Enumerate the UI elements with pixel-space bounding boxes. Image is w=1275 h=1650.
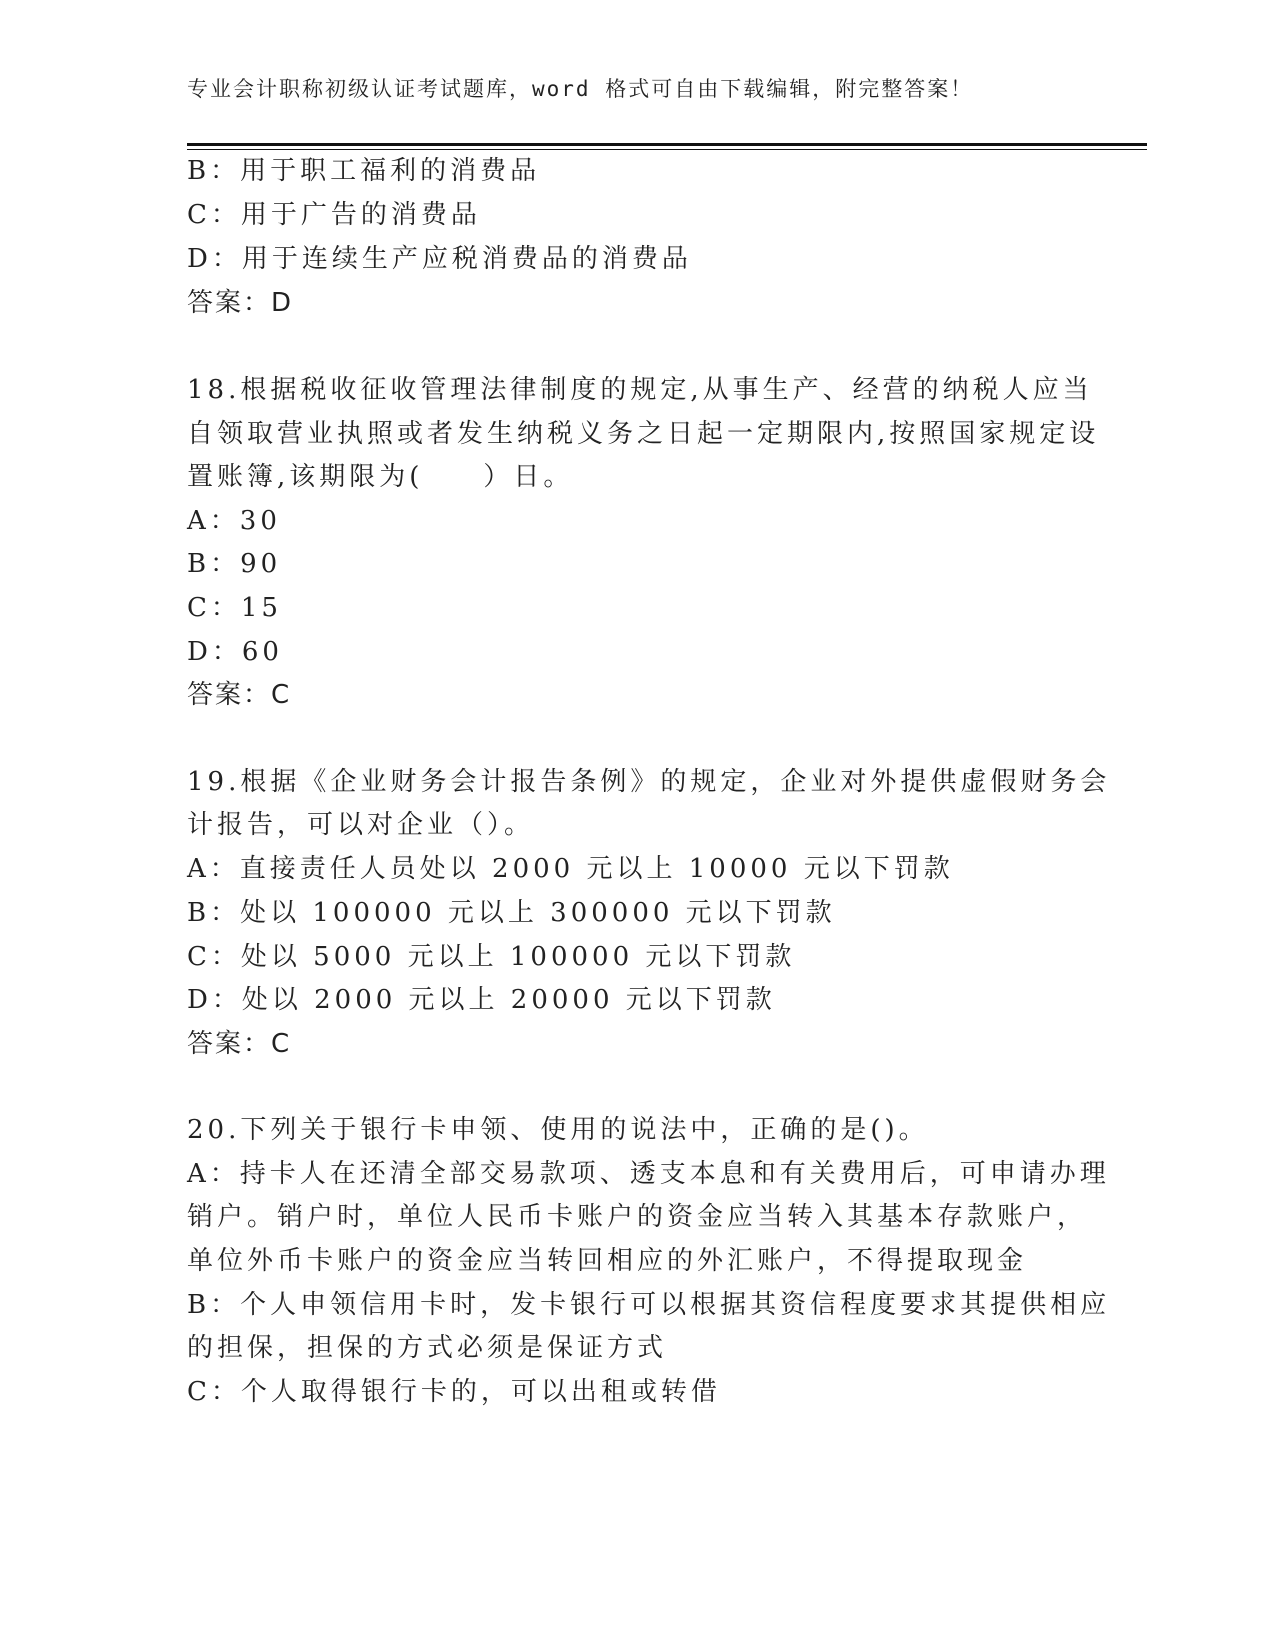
q20-option-a-line-3: 单位外币卡账户的资金应当转回相应的外汇账户，不得提取现金 [187, 1246, 1028, 1276]
q17-option-d: D：用于连续生产应税消费品的消费品 [187, 244, 692, 274]
q19-option-c: C：处以 5000 元以上 100000 元以下罚款 [187, 942, 796, 972]
q17-option-c: C：用于广告的消费品 [187, 200, 481, 230]
q18-stem-line-2: 自领取营业执照或者发生纳税义务之日起一定期限内,按照国家规定设 [187, 419, 1100, 449]
q18-answer: 答案：C [187, 680, 292, 710]
q17-option-b: B：用于职工福利的消费品 [187, 156, 541, 186]
q19-option-a: A：直接责任人员处以 2000 元以上 10000 元以下罚款 [187, 854, 954, 884]
q20-option-c: C：个人取得银行卡的，可以出租或转借 [187, 1377, 721, 1407]
q20-option-a-line-1: A：持卡人在还清全部交易款项、透支本息和有关费用后，可申请办理 [187, 1159, 1110, 1189]
q19-option-d: D：处以 2000 元以上 20000 元以下罚款 [187, 985, 776, 1015]
q20-option-a-line-2: 销户。销户时，单位人民币卡账户的资金应当转入其基本存款账户， [187, 1202, 1088, 1232]
page-header: 专业会计职称初级认证考试题库，word 格式可自由下载编辑，附完整答案！ [187, 77, 974, 101]
q17-answer: 答案：D [187, 288, 294, 318]
q18-stem-line-3: 置账簿,该期限为( ）日。 [187, 462, 574, 492]
q18-option-c: C：15 [187, 593, 282, 623]
q19-answer: 答案：C [187, 1029, 292, 1059]
q20-option-b-line-1: B：个人申领信用卡时，发卡银行可以根据其资信程度要求其提供相应 [187, 1290, 1111, 1320]
header-divider-thick [187, 143, 1147, 146]
q18-option-d: D：60 [187, 637, 283, 667]
q18-stem-line-1: 18.根据税收征收管理法律制度的规定,从事生产、经营的纳税人应当 [187, 375, 1093, 405]
q18-option-a: A：30 [187, 506, 281, 536]
q19-stem-line-1: 19.根据《企业财务会计报告条例》的规定，企业对外提供虚假财务会 [187, 767, 1111, 797]
q18-option-b: B：90 [187, 549, 282, 579]
header-divider-thin [187, 149, 1147, 150]
q19-stem-line-2: 计报告，可以对企业（）。 [187, 810, 535, 840]
q20-option-b-line-2: 的担保，担保的方式必须是保证方式 [187, 1333, 668, 1363]
q19-option-b: B：处以 100000 元以上 300000 元以下罚款 [187, 898, 836, 928]
q20-stem: 20.下列关于银行卡申领、使用的说法中，正确的是()。 [187, 1115, 929, 1145]
